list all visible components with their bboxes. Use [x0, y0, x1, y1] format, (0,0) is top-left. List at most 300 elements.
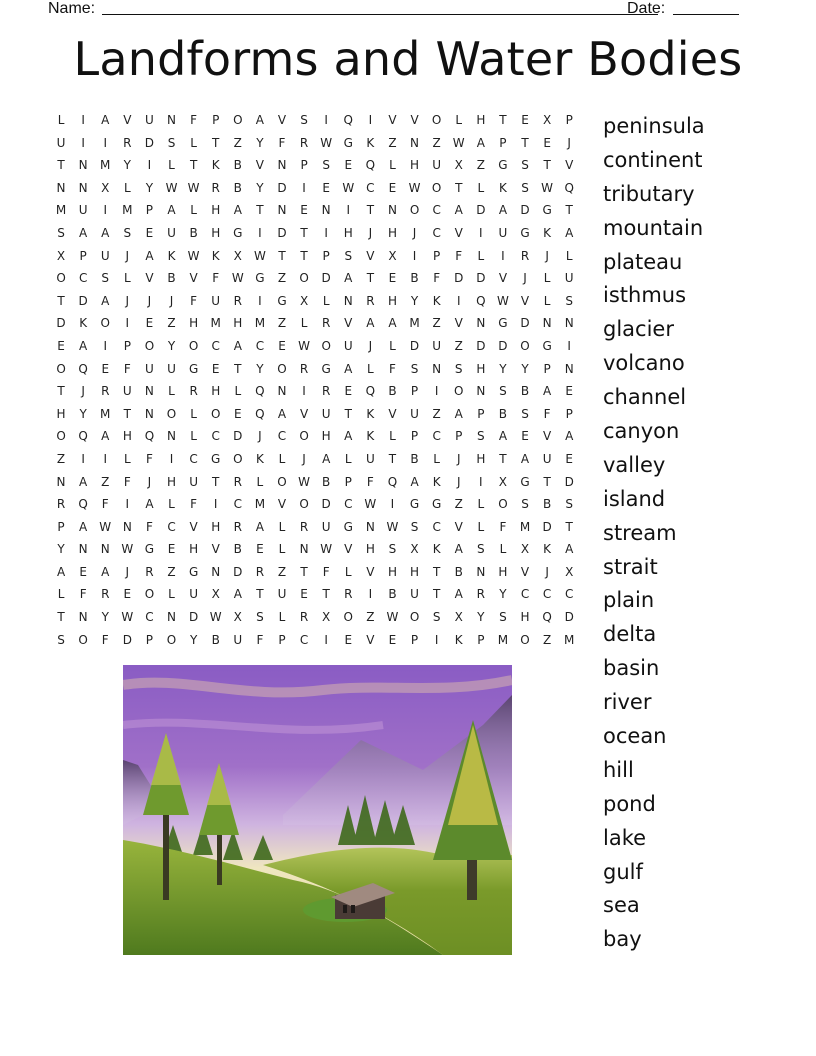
- grid-letter[interactable]: T: [189, 158, 198, 173]
- grid-letter[interactable]: E: [344, 158, 353, 173]
- grid-letter[interactable]: L: [234, 384, 242, 399]
- grid-letter[interactable]: Q: [255, 406, 265, 421]
- grid-letter[interactable]: U: [432, 158, 442, 173]
- grid-letter[interactable]: T: [366, 203, 375, 218]
- grid-letter[interactable]: T: [322, 587, 330, 602]
- grid-letter[interactable]: L: [278, 542, 286, 557]
- grid-letter[interactable]: B: [410, 451, 419, 466]
- grid-letter[interactable]: A: [79, 519, 88, 534]
- grid-letter[interactable]: P: [499, 135, 507, 150]
- grid-letter[interactable]: W: [386, 610, 399, 625]
- grid-letter[interactable]: V: [299, 406, 309, 421]
- grid-letter[interactable]: A: [101, 293, 110, 308]
- grid-letter[interactable]: U: [321, 519, 331, 534]
- grid-letter[interactable]: W: [320, 542, 333, 557]
- grid-letter[interactable]: Y: [256, 180, 264, 195]
- grid-letter[interactable]: G: [498, 316, 508, 331]
- grid-letter[interactable]: U: [343, 338, 353, 353]
- grid-letter[interactable]: E: [123, 587, 132, 602]
- grid-letter[interactable]: M: [254, 316, 266, 331]
- grid-letter[interactable]: H: [387, 564, 397, 579]
- grid-letter[interactable]: U: [167, 225, 176, 240]
- grid-letter[interactable]: T: [57, 293, 65, 308]
- grid-letter[interactable]: U: [189, 474, 198, 489]
- grid-letter[interactable]: I: [302, 384, 306, 399]
- grid-letter[interactable]: O: [343, 610, 353, 625]
- grid-letter[interactable]: J: [125, 293, 130, 308]
- grid-letter[interactable]: F: [278, 135, 286, 150]
- grid-letter[interactable]: B: [322, 474, 331, 489]
- grid-letter[interactable]: Q: [255, 384, 265, 399]
- grid-letter[interactable]: L: [477, 519, 485, 534]
- grid-letter[interactable]: C: [432, 519, 441, 534]
- grid-letter[interactable]: F: [79, 587, 87, 602]
- grid-letter[interactable]: O: [498, 497, 508, 512]
- grid-letter[interactable]: S: [477, 429, 485, 444]
- grid-letter[interactable]: Y: [167, 338, 176, 353]
- grid-letter[interactable]: W: [496, 293, 509, 308]
- grid-letter[interactable]: U: [122, 384, 132, 399]
- grid-letter[interactable]: I: [81, 135, 85, 150]
- grid-letter[interactable]: L: [344, 564, 352, 579]
- grid-letter[interactable]: A: [498, 429, 508, 444]
- grid-letter[interactable]: P: [212, 113, 220, 127]
- grid-letter[interactable]: T: [565, 203, 573, 218]
- grid-letter[interactable]: B: [410, 271, 419, 286]
- grid-letter[interactable]: H: [122, 429, 132, 444]
- grid-letter[interactable]: K: [366, 135, 375, 150]
- grid-letter[interactable]: L: [123, 180, 131, 195]
- grid-letter[interactable]: I: [324, 225, 328, 240]
- grid-letter[interactable]: H: [321, 429, 331, 444]
- grid-letter[interactable]: Z: [454, 338, 463, 353]
- grid-letter[interactable]: U: [410, 406, 419, 421]
- grid-letter[interactable]: K: [167, 248, 176, 263]
- grid-letter[interactable]: T: [432, 564, 441, 579]
- grid-letter[interactable]: X: [233, 248, 242, 263]
- grid-letter[interactable]: A: [543, 384, 552, 399]
- grid-letter[interactable]: L: [190, 406, 197, 421]
- grid-letter[interactable]: V: [145, 271, 154, 286]
- date-field[interactable]: [673, 0, 739, 15]
- grid-letter[interactable]: A: [344, 429, 353, 444]
- grid-letter[interactable]: A: [101, 113, 110, 127]
- grid-letter[interactable]: R: [476, 587, 485, 602]
- grid-letter[interactable]: E: [57, 338, 65, 353]
- grid-letter[interactable]: J: [147, 474, 152, 489]
- grid-letter[interactable]: K: [211, 248, 220, 263]
- grid-letter[interactable]: O: [299, 271, 309, 286]
- grid-letter[interactable]: E: [300, 203, 308, 218]
- grid-letter[interactable]: J: [523, 271, 527, 286]
- grid-letter[interactable]: E: [388, 632, 397, 647]
- grid-letter[interactable]: X: [520, 542, 530, 557]
- grid-letter[interactable]: F: [101, 632, 109, 647]
- grid-letter[interactable]: M: [497, 632, 509, 647]
- grid-letter[interactable]: O: [144, 338, 155, 353]
- grid-letter[interactable]: Y: [521, 361, 529, 376]
- grid-letter[interactable]: O: [188, 338, 199, 353]
- grid-letter[interactable]: Q: [78, 361, 88, 376]
- grid-letter[interactable]: I: [125, 316, 130, 331]
- grid-letter[interactable]: A: [145, 497, 154, 512]
- grid-letter[interactable]: C: [520, 587, 530, 602]
- grid-letter[interactable]: N: [56, 474, 66, 489]
- grid-letter[interactable]: I: [103, 135, 107, 150]
- grid-letter[interactable]: F: [123, 474, 131, 489]
- grid-letter[interactable]: E: [145, 316, 154, 331]
- grid-letter[interactable]: C: [366, 180, 375, 195]
- grid-letter[interactable]: H: [476, 361, 486, 376]
- grid-letter[interactable]: Q: [144, 429, 155, 444]
- grid-letter[interactable]: N: [476, 316, 486, 331]
- grid-letter[interactable]: D: [476, 338, 486, 353]
- grid-letter[interactable]: J: [125, 248, 130, 263]
- grid-letter[interactable]: C: [542, 587, 552, 602]
- grid-letter[interactable]: H: [520, 610, 530, 625]
- grid-letter[interactable]: Z: [432, 406, 441, 421]
- grid-letter[interactable]: N: [365, 519, 375, 534]
- grid-letter[interactable]: A: [388, 316, 397, 331]
- grid-letter[interactable]: N: [122, 519, 132, 534]
- grid-letter[interactable]: V: [255, 158, 264, 173]
- grid-letter[interactable]: V: [277, 113, 287, 127]
- grid-letter[interactable]: W: [320, 135, 333, 150]
- grid-letter[interactable]: O: [100, 316, 110, 331]
- grid-letter[interactable]: J: [545, 564, 549, 579]
- grid-letter[interactable]: A: [454, 542, 463, 557]
- grid-letter[interactable]: M: [254, 497, 266, 512]
- grid-letter[interactable]: K: [255, 451, 264, 466]
- grid-letter[interactable]: P: [565, 406, 573, 421]
- grid-letter[interactable]: Q: [387, 474, 398, 489]
- grid-letter[interactable]: Y: [79, 406, 87, 421]
- grid-letter[interactable]: N: [476, 564, 486, 579]
- grid-letter[interactable]: N: [167, 429, 176, 444]
- grid-letter[interactable]: C: [78, 271, 88, 286]
- grid-letter[interactable]: A: [101, 225, 110, 240]
- grid-letter[interactable]: L: [278, 610, 286, 625]
- grid-letter[interactable]: D: [233, 564, 243, 579]
- grid-letter[interactable]: F: [212, 271, 220, 286]
- grid-letter[interactable]: V: [565, 158, 574, 173]
- grid-letter[interactable]: H: [476, 451, 486, 466]
- grid-letter[interactable]: C: [299, 632, 309, 647]
- grid-letter[interactable]: U: [233, 632, 243, 647]
- grid-letter[interactable]: Z: [101, 474, 110, 489]
- grid-letter[interactable]: N: [299, 542, 309, 557]
- grid-letter[interactable]: R: [255, 564, 265, 579]
- grid-letter[interactable]: P: [455, 429, 463, 444]
- grid-letter[interactable]: Z: [388, 135, 397, 150]
- grid-letter[interactable]: H: [189, 316, 199, 331]
- grid-letter[interactable]: C: [233, 497, 242, 512]
- grid-letter[interactable]: H: [498, 564, 508, 579]
- grid-letter[interactable]: L: [278, 519, 286, 534]
- grid-letter[interactable]: L: [477, 180, 485, 195]
- grid-letter[interactable]: S: [300, 113, 308, 127]
- grid-letter[interactable]: G: [542, 338, 552, 353]
- grid-letter[interactable]: J: [258, 429, 262, 444]
- grid-letter[interactable]: D: [409, 338, 420, 353]
- grid-letter[interactable]: O: [56, 429, 66, 444]
- grid-letter[interactable]: R: [189, 384, 198, 399]
- grid-letter[interactable]: L: [565, 248, 573, 263]
- grid-letter[interactable]: L: [168, 497, 175, 512]
- grid-letter[interactable]: U: [56, 135, 66, 150]
- grid-letter[interactable]: I: [324, 632, 328, 647]
- grid-letter[interactable]: F: [190, 113, 198, 127]
- grid-letter[interactable]: E: [256, 542, 264, 557]
- grid-letter[interactable]: A: [56, 564, 66, 579]
- grid-letter[interactable]: S: [167, 135, 176, 150]
- grid-letter[interactable]: D: [476, 203, 486, 218]
- grid-letter[interactable]: O: [56, 361, 66, 376]
- grid-letter[interactable]: W: [342, 180, 355, 195]
- grid-letter[interactable]: S: [499, 610, 507, 625]
- grid-letter[interactable]: B: [167, 271, 176, 286]
- grid-letter[interactable]: B: [189, 225, 198, 240]
- grid-letter[interactable]: W: [187, 248, 200, 263]
- grid-letter[interactable]: A: [520, 451, 530, 466]
- grid-letter[interactable]: F: [256, 632, 264, 647]
- grid-letter[interactable]: J: [368, 338, 373, 353]
- grid-letter[interactable]: U: [145, 361, 154, 376]
- grid-letter[interactable]: N: [277, 203, 287, 218]
- grid-letter[interactable]: L: [322, 293, 330, 308]
- grid-letter[interactable]: A: [454, 406, 463, 421]
- grid-letter[interactable]: V: [520, 564, 530, 579]
- grid-letter[interactable]: O: [166, 632, 177, 647]
- grid-letter[interactable]: H: [233, 316, 243, 331]
- grid-letter[interactable]: P: [477, 406, 485, 421]
- grid-letter[interactable]: U: [365, 451, 375, 466]
- grid-letter[interactable]: C: [432, 429, 441, 444]
- grid-letter[interactable]: L: [57, 113, 65, 127]
- grid-letter[interactable]: W: [165, 180, 178, 195]
- grid-letter[interactable]: T: [543, 474, 551, 489]
- grid-letter[interactable]: S: [565, 497, 574, 512]
- grid-letter[interactable]: T: [455, 180, 463, 195]
- grid-letter[interactable]: O: [233, 451, 243, 466]
- grid-letter[interactable]: L: [300, 316, 308, 331]
- grid-letter[interactable]: R: [520, 248, 530, 263]
- grid-letter[interactable]: D: [476, 271, 486, 286]
- grid-letter[interactable]: C: [344, 497, 353, 512]
- grid-letter[interactable]: T: [212, 474, 220, 489]
- grid-letter[interactable]: L: [499, 542, 507, 557]
- grid-letter[interactable]: W: [408, 180, 421, 195]
- grid-letter[interactable]: Z: [277, 316, 287, 331]
- grid-letter[interactable]: B: [211, 632, 220, 647]
- grid-letter[interactable]: L: [256, 474, 264, 489]
- grid-letter[interactable]: T: [278, 248, 286, 263]
- grid-letter[interactable]: D: [233, 429, 243, 444]
- grid-letter[interactable]: D: [78, 293, 88, 308]
- grid-letter[interactable]: I: [412, 248, 417, 263]
- grid-letter[interactable]: P: [57, 519, 65, 534]
- grid-letter[interactable]: Y: [499, 361, 507, 376]
- grid-letter[interactable]: I: [456, 293, 461, 308]
- grid-letter[interactable]: W: [253, 248, 266, 263]
- grid-letter[interactable]: R: [344, 587, 353, 602]
- grid-letter[interactable]: Z: [277, 564, 287, 579]
- grid-letter[interactable]: T: [388, 451, 397, 466]
- grid-letter[interactable]: I: [434, 632, 439, 647]
- grid-letter[interactable]: I: [147, 158, 152, 173]
- grid-letter[interactable]: M: [122, 203, 133, 218]
- grid-letter[interactable]: H: [211, 384, 221, 399]
- grid-letter[interactable]: J: [125, 564, 130, 579]
- grid-letter[interactable]: D: [56, 316, 66, 331]
- grid-letter[interactable]: Y: [477, 610, 485, 625]
- grid-letter[interactable]: H: [387, 293, 397, 308]
- grid-letter[interactable]: Y: [410, 293, 419, 308]
- grid-letter[interactable]: D: [144, 135, 155, 150]
- grid-letter[interactable]: C: [211, 429, 220, 444]
- grid-letter[interactable]: X: [454, 158, 463, 173]
- grid-letter[interactable]: W: [298, 474, 311, 489]
- grid-letter[interactable]: T: [57, 158, 65, 173]
- grid-letter[interactable]: D: [188, 610, 199, 625]
- letter-grid[interactable]: [50, 111, 580, 653]
- grid-letter[interactable]: U: [432, 338, 442, 353]
- grid-letter[interactable]: X: [56, 248, 66, 263]
- grid-letter[interactable]: M: [409, 316, 420, 331]
- grid-letter[interactable]: J: [81, 384, 85, 399]
- grid-letter[interactable]: V: [410, 113, 419, 127]
- grid-letter[interactable]: V: [454, 519, 463, 534]
- grid-letter[interactable]: D: [277, 180, 287, 195]
- grid-letter[interactable]: E: [300, 587, 308, 602]
- grid-letter[interactable]: K: [432, 474, 441, 489]
- grid-letter[interactable]: V: [388, 406, 397, 421]
- grid-letter[interactable]: U: [498, 225, 508, 240]
- grid-letter[interactable]: N: [211, 564, 221, 579]
- grid-letter[interactable]: U: [410, 587, 419, 602]
- grid-letter[interactable]: P: [145, 632, 154, 647]
- grid-letter[interactable]: J: [567, 135, 571, 150]
- grid-letter[interactable]: J: [147, 293, 152, 308]
- grid-letter[interactable]: R: [299, 610, 309, 625]
- name-field[interactable]: [102, 0, 658, 15]
- grid-letter[interactable]: V: [520, 293, 530, 308]
- grid-letter[interactable]: V: [498, 271, 508, 286]
- grid-letter[interactable]: R: [299, 135, 309, 150]
- grid-letter[interactable]: Q: [476, 293, 486, 308]
- grid-letter[interactable]: A: [255, 519, 264, 534]
- grid-letter[interactable]: K: [454, 632, 463, 647]
- grid-letter[interactable]: F: [433, 271, 441, 286]
- grid-letter[interactable]: E: [388, 180, 397, 195]
- grid-letter[interactable]: E: [167, 542, 176, 557]
- grid-letter[interactable]: C: [565, 587, 574, 602]
- grid-letter[interactable]: I: [81, 113, 85, 127]
- grid-letter[interactable]: I: [81, 451, 85, 466]
- grid-letter[interactable]: J: [368, 225, 373, 240]
- grid-letter[interactable]: A: [476, 135, 485, 150]
- grid-letter[interactable]: B: [233, 180, 242, 195]
- grid-letter[interactable]: J: [169, 293, 174, 308]
- grid-letter[interactable]: L: [389, 158, 396, 173]
- grid-letter[interactable]: F: [101, 497, 109, 512]
- grid-letter[interactable]: S: [57, 632, 65, 647]
- grid-letter[interactable]: M: [100, 158, 111, 173]
- grid-letter[interactable]: W: [99, 519, 112, 534]
- grid-letter[interactable]: I: [567, 338, 571, 353]
- grid-letter[interactable]: D: [564, 474, 574, 489]
- grid-letter[interactable]: G: [542, 203, 552, 218]
- grid-letter[interactable]: Y: [256, 361, 264, 376]
- grid-letter[interactable]: O: [56, 271, 66, 286]
- grid-letter[interactable]: D: [520, 203, 530, 218]
- grid-letter[interactable]: A: [145, 248, 154, 263]
- grid-letter[interactable]: L: [367, 361, 374, 376]
- grid-letter[interactable]: T: [123, 406, 131, 421]
- grid-letter[interactable]: I: [390, 497, 395, 512]
- grid-letter[interactable]: N: [410, 135, 420, 150]
- grid-letter[interactable]: S: [477, 542, 485, 557]
- grid-letter[interactable]: V: [454, 225, 463, 240]
- grid-letter[interactable]: P: [322, 248, 330, 263]
- grid-letter[interactable]: Z: [56, 451, 66, 466]
- grid-letter[interactable]: I: [103, 451, 107, 466]
- grid-letter[interactable]: P: [344, 474, 352, 489]
- grid-letter[interactable]: A: [79, 338, 88, 353]
- grid-letter[interactable]: V: [366, 564, 375, 579]
- grid-letter[interactable]: B: [233, 542, 242, 557]
- grid-letter[interactable]: H: [365, 542, 375, 557]
- grid-letter[interactable]: Z: [476, 158, 485, 173]
- grid-letter[interactable]: K: [432, 293, 441, 308]
- grid-letter[interactable]: T: [366, 271, 375, 286]
- grid-letter[interactable]: P: [565, 113, 573, 127]
- grid-letter[interactable]: L: [123, 271, 131, 286]
- grid-letter[interactable]: F: [145, 451, 153, 466]
- grid-letter[interactable]: X: [322, 610, 331, 625]
- grid-letter[interactable]: K: [211, 158, 220, 173]
- grid-letter[interactable]: O: [431, 180, 442, 195]
- grid-letter[interactable]: S: [57, 225, 65, 240]
- grid-letter[interactable]: N: [321, 203, 331, 218]
- grid-letter[interactable]: T: [256, 587, 264, 602]
- grid-letter[interactable]: I: [324, 113, 328, 127]
- grid-letter[interactable]: D: [564, 610, 574, 625]
- grid-letter[interactable]: W: [121, 610, 134, 625]
- grid-letter[interactable]: A: [565, 429, 574, 444]
- grid-letter[interactable]: I: [479, 474, 483, 489]
- grid-letter[interactable]: T: [499, 113, 507, 127]
- grid-letter[interactable]: L: [477, 248, 485, 263]
- grid-letter[interactable]: U: [542, 451, 552, 466]
- grid-letter[interactable]: O: [520, 338, 530, 353]
- grid-letter[interactable]: E: [521, 113, 529, 127]
- grid-letter[interactable]: R: [123, 135, 132, 150]
- grid-letter[interactable]: V: [277, 497, 287, 512]
- grid-letter[interactable]: D: [321, 497, 331, 512]
- grid-letter[interactable]: R: [56, 497, 66, 512]
- grid-letter[interactable]: D: [454, 271, 464, 286]
- grid-letter[interactable]: O: [277, 474, 287, 489]
- grid-letter[interactable]: X: [388, 248, 397, 263]
- grid-letter[interactable]: N: [167, 113, 176, 127]
- grid-letter[interactable]: I: [103, 338, 107, 353]
- grid-letter[interactable]: Z: [167, 564, 176, 579]
- grid-letter[interactable]: E: [344, 384, 353, 399]
- grid-letter[interactable]: T: [565, 519, 573, 534]
- grid-letter[interactable]: G: [520, 225, 530, 240]
- grid-letter[interactable]: X: [498, 474, 508, 489]
